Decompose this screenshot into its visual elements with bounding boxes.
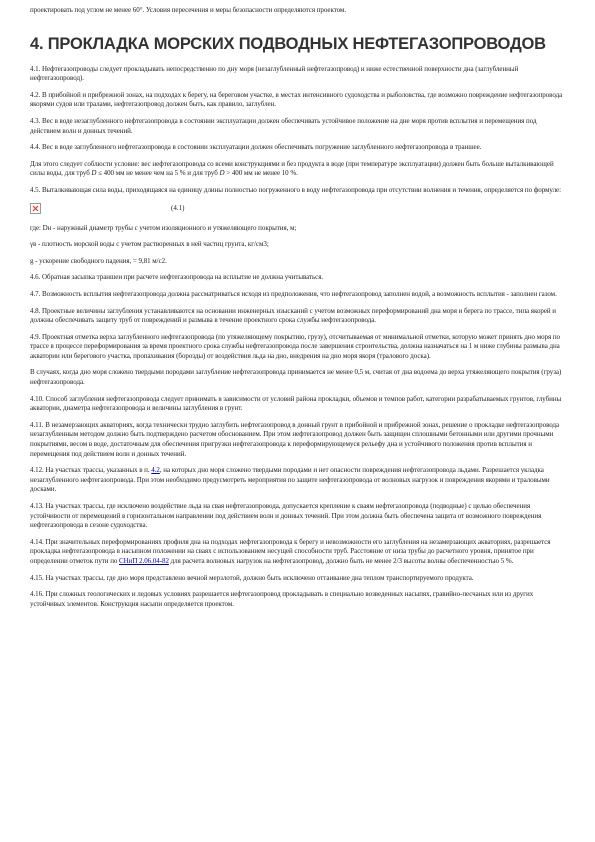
p4-12-text-end: , на которых дно моря сложено твердыми породами и нет опасности повреждения нефтегазопровода льдами. Разрешается укладка незаглубленного нефтегазопровода. При этом необходимо предусмотреть мероприятия по защите нефтегазопровода от волновых нагрузок и повреждения якорями и траловыми досками.	[30, 466, 550, 494]
paragraph-4-12	[30, 466, 565, 495]
paragraph-4-8: 4.8. Проектные величины заглубления устанавливаются на основании инженерных изысканий с учетом возможных переформирований дна моря и берега по трассе, типа якорей и должны обеспечивать защиту труб от повреждений и размыва в течение проектного срока службы нефтегазопровода.	[30, 306, 556, 325]
paragraph-4-9: 4.9. Проектная отметка верха заглубленного нефтегазопровода (по утяжеляющему покрытию, грузу), отсчитываемая от минимальной отметки, которую может принять дно моря по трассе в процессе переформирования за время проектного срока службы нефтегазопровода после завершения строительства, должна назначаться на 1 м ниже глубины размыва дна акватории или берегового участка, пропахивания (борозды) от воздействия льда на дно, внедрения на дно моря якоря (тралового доска).	[30, 332, 561, 360]
diameter-symbol: D	[91, 169, 97, 178]
section-heading: 4. ПРОКЛАДКА МОРСКИХ ПОДВОДНЫХ НЕФТЕГАЗОПРОВОДОВ	[30, 34, 546, 53]
paragraph-4-16: 4.16. При сложных геологических и ледовых условиях разрешается нефтегазопровод прокладывать в специально возведенных насыпях, гравийно-песчаных или из других устойчивых элементов. Конструкция насыпи определяется проектом.	[30, 590, 534, 608]
paragraph-4-6: 4.6. Обратная засыпка траншеи при расчете нефтегазопровода на всплытие не должна учитываться.	[30, 273, 324, 282]
paragraph-4-9-rock: В случаях, когда дно моря сложено твердыми породами заглубление нефтегазопровода принимается не менее 0,5 м, считая от дна водоема до верха утяжеляющего покрытия (груза) нефтегазопровода.	[30, 368, 562, 387]
link-snip[interactable]: СНиП 2.06.04-82	[119, 556, 169, 565]
definition-g: g - ускорение свободного падения, = 9,81 м/с2.	[30, 256, 167, 265]
formula-number: (4.1)	[171, 204, 185, 213]
paragraph-4-3: 4.3. Вес в воде незаглубленного нефтегазопровода в состоянии эксплуатации должен обеспечивать устойчивое положение на дне моря против всплытия и перемещения под действием волн и донных течений.	[30, 116, 537, 135]
p4-12-text-start: 4.12. На участках трассы, указанных в п.	[30, 466, 150, 475]
paragraph-4-5: 4.5. Выталкивающая сила воды, приходящаяся на единицу длины полностью погруженного в воду нефтегазопровода при отсутствии волнения и течения, определяется по формуле:	[30, 185, 561, 194]
p4-14-text-start: 4.14. При значительных переформированиях профиля дна на подходах нефтегазопровода к берегу и невозможности его заглубления на незамерзающих акваториях, разрешается прокладка нефтегазопровода в насыпном положении на сваях с использованием несущей способности труб. Расстояние от низа трубы до расчетного уровня, принятое при определении отметок пути по	[30, 537, 551, 565]
paragraph-4-11: 4.11. В незамерзающих акваториях, когда технически трудно заглубить нефтегазопровод в донный грунт в прибойной и прибрежной зонах, решение о прокладке нефтегазопровода незаглубленным методом должно быть подтверждено расчетом обоснованием. При этом нефтегазопровод должен быть защищен сплошными бетонными или другими прочными покрытиями, весом в воде, достаточным для обеспечения пригрузки нефтегазопровода к переформирующемуся рельефу дна и устойчивого положения против всплытия и перемещения под действием волн и донных течений.	[30, 420, 560, 458]
paragraph-4-13: 4.13. На участках трассы, где исключено воздействие льда на свая нефтегазопровода, допускается крепление к сваям нефтегазопровода (подводные) с целью обеспечения устойчивости от перемещений в горизонтальном направлении под действием волн и донных течений. При этом должна быть обеспечена защита от возможного повреждения нефтегазопровода в сезоне судоходства.	[30, 502, 542, 530]
link-section-4-2[interactable]: 4.2	[151, 466, 160, 475]
p4-14-text-end: для расчета волновых нагрузок на нефтегазопровод, должно быть не менее 2/3 высоты волны обеспеченностью 5 %.	[170, 556, 514, 565]
condition-text-start: Для этого следует соблюсти условие: вес нефтегазопровода со всеми конструкциями и без продукта в воде (при температуре эксплуатации) должен быть больше выталкивающей силы воды, для труб	[30, 159, 554, 178]
paragraph-4-1: 4.1. Нефтегазопроводы следует прокладывать непосредственно по дну моря (незаглубленный нефтегазопровод) и ниже естественной поверхности дна (заглубленный нефтегазопровод).	[30, 64, 519, 83]
paragraph-4-4-condition: Для этого следует соблюсти условие: вес нефтегазопровода со всеми конструкциями и без продукта в воде (при температуре эксплуатации) должен быть больше выталкивающей силы воды, для труб D ≤ 400 мм не менее чем на 5 % и для труб D > 400 мм не менее 10 %.	[30, 159, 554, 178]
definition-dn: где: Dн - наружный диаметр трубы с учетом изоляционного и утяжеляющего покрытия, м;	[30, 223, 297, 232]
paragraph-4-4: 4.4. Вес в воде заглубленного нефтегазопровода в состоянии эксплуатации должен обеспечивать погружение заглубленного нефтегазопровода в траншее.	[30, 143, 482, 152]
paragraph-4-2: 4.2. В прибойной и прибрежной зонах, на подходах к берегу, на береговом участке, в местах интенсивного судоходства и рыболовства, где возможно повреждение нефтегазопровода якорями судов или тралами, нефтегазопровод должен быть, как правило, заглублен.	[30, 90, 563, 109]
formula-row	[30, 203, 565, 214]
paragraph-4-14	[30, 538, 565, 567]
broken-image-icon	[30, 203, 41, 214]
paragraph-4-10: 4.10. Способ заглубления нефтегазопровода следует принимать в зависимости от условий района прокладки, объемов и темпов работ, категории разрабатываемых грунтов, глубины акватории, диаметра нефтегазопровода и величины заглубления в грунт.	[30, 394, 562, 413]
condition-text-end: 400 мм не менее 10 %.	[231, 169, 298, 178]
paragraph-4-15: 4.15. На участках трассы, где дно моря представлено вечной мерзлотой, должно быть исключено оттаивание дна теплом транспортируемого продукта.	[30, 573, 474, 582]
diameter-symbol: D	[219, 169, 225, 178]
paragraph-4-7: 4.7. Возможность всплытия нефтегазопровода должна рассматриваться исходя из предположения, что нефтегазопровод заполнен водой, а возможность всплытия - заполнен газом.	[30, 289, 557, 298]
definition-gamma: γв - плотность морской воды с учетом растворенных в ней частиц грунта, кг/см3;	[30, 240, 269, 249]
intro-line: проектировать под углом не менее 60°. Условия пересечения и меры безопасности определяются проектом.	[30, 6, 347, 14]
condition-text-mid: 400 мм не менее чем на 5 % и для труб	[103, 169, 218, 178]
